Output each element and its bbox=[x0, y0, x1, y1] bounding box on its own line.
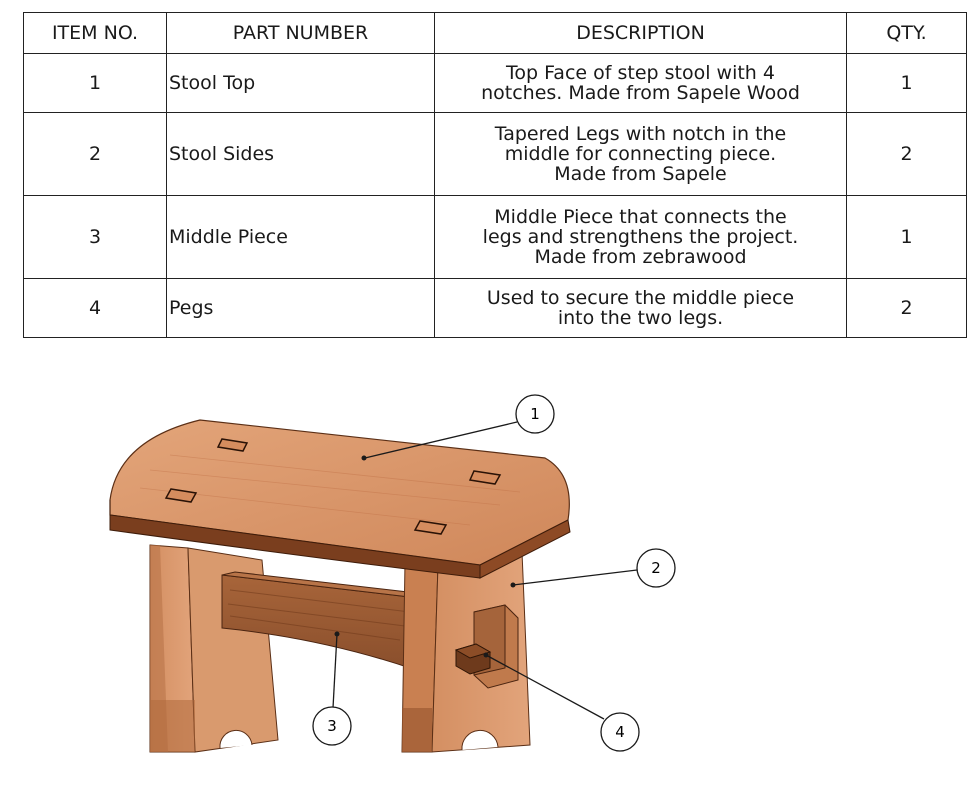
part-number: Stool Top bbox=[167, 54, 435, 113]
description: Top Face of step stool with 4 notches. Made from Sapele Wood bbox=[435, 54, 847, 113]
header-item-no: ITEM NO. bbox=[24, 13, 167, 54]
description: Middle Piece that connects the legs and strengthens the project. Made from zebrawood bbox=[435, 196, 847, 279]
item-number: 3 bbox=[24, 196, 167, 279]
item-number: 1 bbox=[24, 54, 167, 113]
part-number: Pegs bbox=[167, 279, 435, 338]
item-number: 4 bbox=[24, 279, 167, 338]
header-description: DESCRIPTION bbox=[435, 13, 847, 54]
header-part-number: PART NUMBER bbox=[167, 13, 435, 54]
part-number: Middle Piece bbox=[167, 196, 435, 279]
part-number: Stool Sides bbox=[167, 113, 435, 196]
balloon-label: 4 bbox=[615, 723, 625, 741]
balloon-label: 3 bbox=[327, 717, 337, 735]
balloon-2 bbox=[637, 549, 675, 587]
balloon-label: 2 bbox=[651, 559, 661, 577]
description: Used to secure the middle piece into the two legs. bbox=[435, 279, 847, 338]
item-number: 2 bbox=[24, 113, 167, 196]
quantity: 2 bbox=[847, 279, 967, 338]
quantity: 2 bbox=[847, 113, 967, 196]
balloon-3 bbox=[313, 707, 351, 745]
balloon-1 bbox=[516, 395, 554, 433]
quantity: 1 bbox=[847, 196, 967, 279]
description: Tapered Legs with notch in the middle for connecting piece. Made from Sapele bbox=[435, 113, 847, 196]
header-qty: QTY. bbox=[847, 13, 967, 54]
balloon-4 bbox=[601, 713, 639, 751]
balloon-label: 1 bbox=[530, 405, 540, 423]
quantity: 1 bbox=[847, 54, 967, 113]
